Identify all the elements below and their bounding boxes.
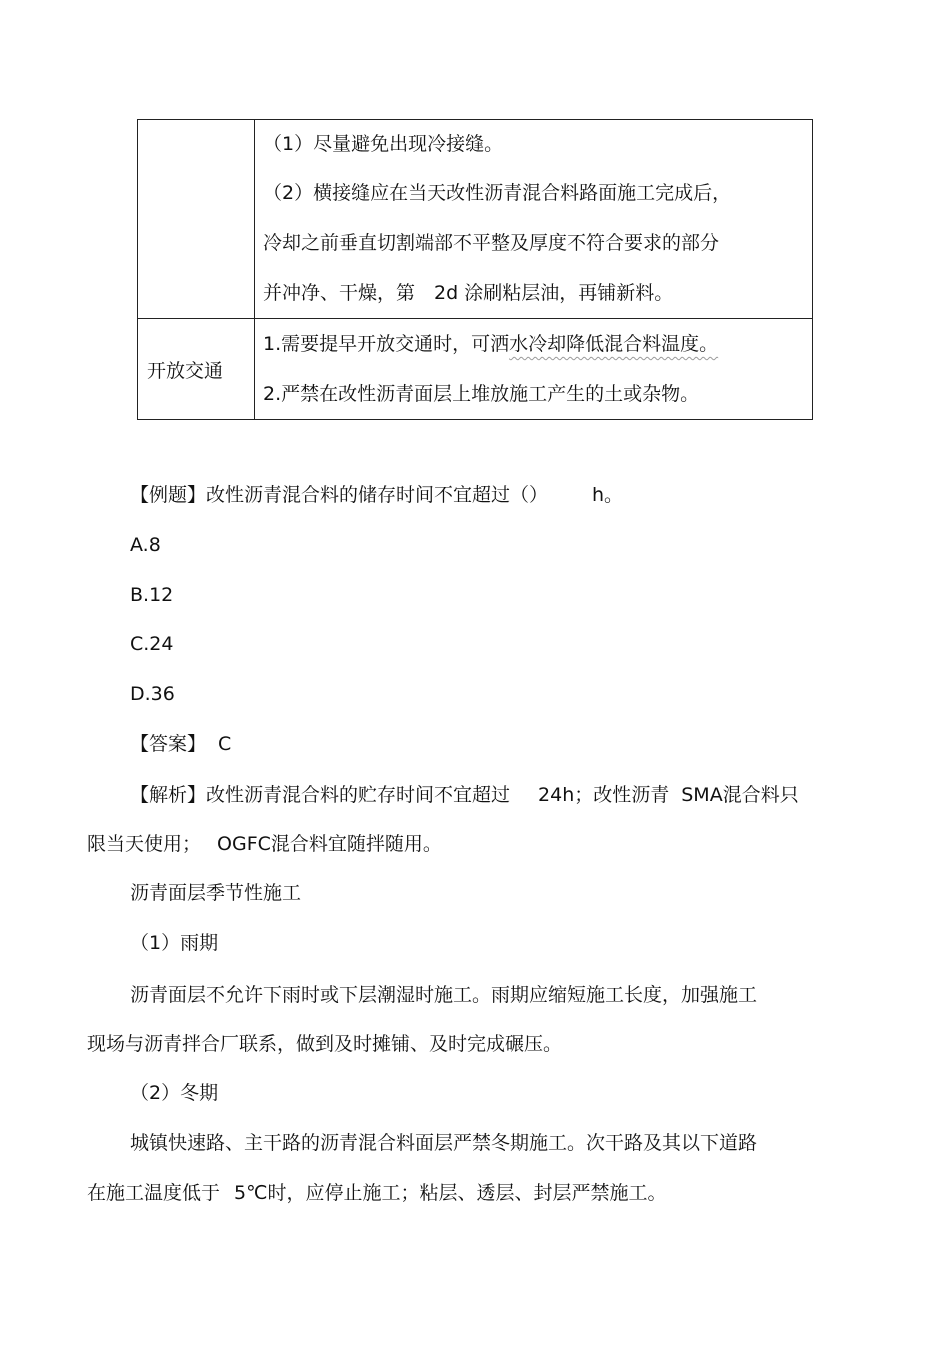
table-line: [263, 319, 812, 369]
analysis-line2-b: OGFC混合料宜随拌随用。: [217, 833, 442, 855]
table-line: 冷却之前垂直切割端部不平整及厚度不符合要求的部分: [263, 232, 720, 254]
answer-label: 【答案】: [130, 733, 207, 755]
table-line: 2.严禁在改性沥青面层上堆放施工产生的土或杂物。: [263, 383, 700, 405]
rain-paragraph-line-2: 现场与沥青拌合厂联系，做到及时摊铺、及时完成碾压。: [87, 1033, 563, 1055]
rain-paragraph-line-1: 沥青面层不允许下雨时或下层潮湿时施工。雨期应缩短施工长度，加强施工: [130, 984, 758, 1006]
option-a: A.8: [130, 534, 161, 556]
construction-table: [137, 119, 813, 420]
option-b: B.12: [130, 584, 174, 606]
analysis-value: 24h；改性沥青: [538, 784, 670, 806]
answer-value: C: [218, 733, 232, 755]
answer-line: [130, 731, 231, 757]
table-content-cell: [255, 120, 813, 319]
option-d: D.36: [130, 683, 175, 705]
table-content-cell: [255, 319, 813, 420]
analysis-line2-a: 限当天使用；: [87, 833, 202, 855]
analysis-line-1: [130, 782, 799, 808]
question-stem-unit: h。: [592, 484, 624, 506]
table-label-cell: [138, 319, 255, 420]
table-line: （1）尽量避免出现冷接缝。: [263, 133, 504, 155]
table-line-text: 1.需要提早开放交通时，可洒: [263, 333, 510, 355]
spellcheck-underlined-text: 水冷却降低混合料温度。: [509, 333, 719, 355]
table-line: （2）横接缝应在当天改性沥青混合料路面施工完成后，: [263, 182, 732, 204]
table-row: [138, 319, 813, 420]
question-stem: [130, 482, 623, 508]
winter-line2-b: 5℃时，应停止施工；粘层、透层、封层严禁施工。: [234, 1182, 667, 1204]
section-heading: 沥青面层季节性施工: [130, 882, 302, 904]
rain-heading: （1）雨期: [130, 932, 219, 954]
winter-heading: （2）冬期: [130, 1082, 219, 1104]
option-c: C.24: [130, 633, 174, 655]
table-line: 并冲净、干燥，第 2d 涂刷粘层油，再铺新料。: [263, 282, 674, 304]
analysis-line-2: [87, 831, 442, 857]
table-label-cell: [138, 120, 255, 319]
analysis-label: 【解析】改性沥青混合料的贮存时间不宜超过: [130, 784, 511, 806]
table-row: [138, 120, 813, 319]
table-row-label: [138, 208, 147, 230]
table-row-label: 开放交通: [147, 359, 224, 382]
analysis-rest: SMA混合料只: [681, 784, 799, 806]
winter-paragraph-line-1: 城镇快速路、主干路的沥青混合料面层严禁冬期施工。次干路及其以下道路: [130, 1132, 758, 1154]
winter-line2-a: 在施工温度低于: [87, 1182, 221, 1204]
question-stem-text: 【例题】改性沥青混合料的储存时间不宜超过（）: [130, 484, 549, 506]
winter-paragraph-line-2: [87, 1180, 666, 1206]
